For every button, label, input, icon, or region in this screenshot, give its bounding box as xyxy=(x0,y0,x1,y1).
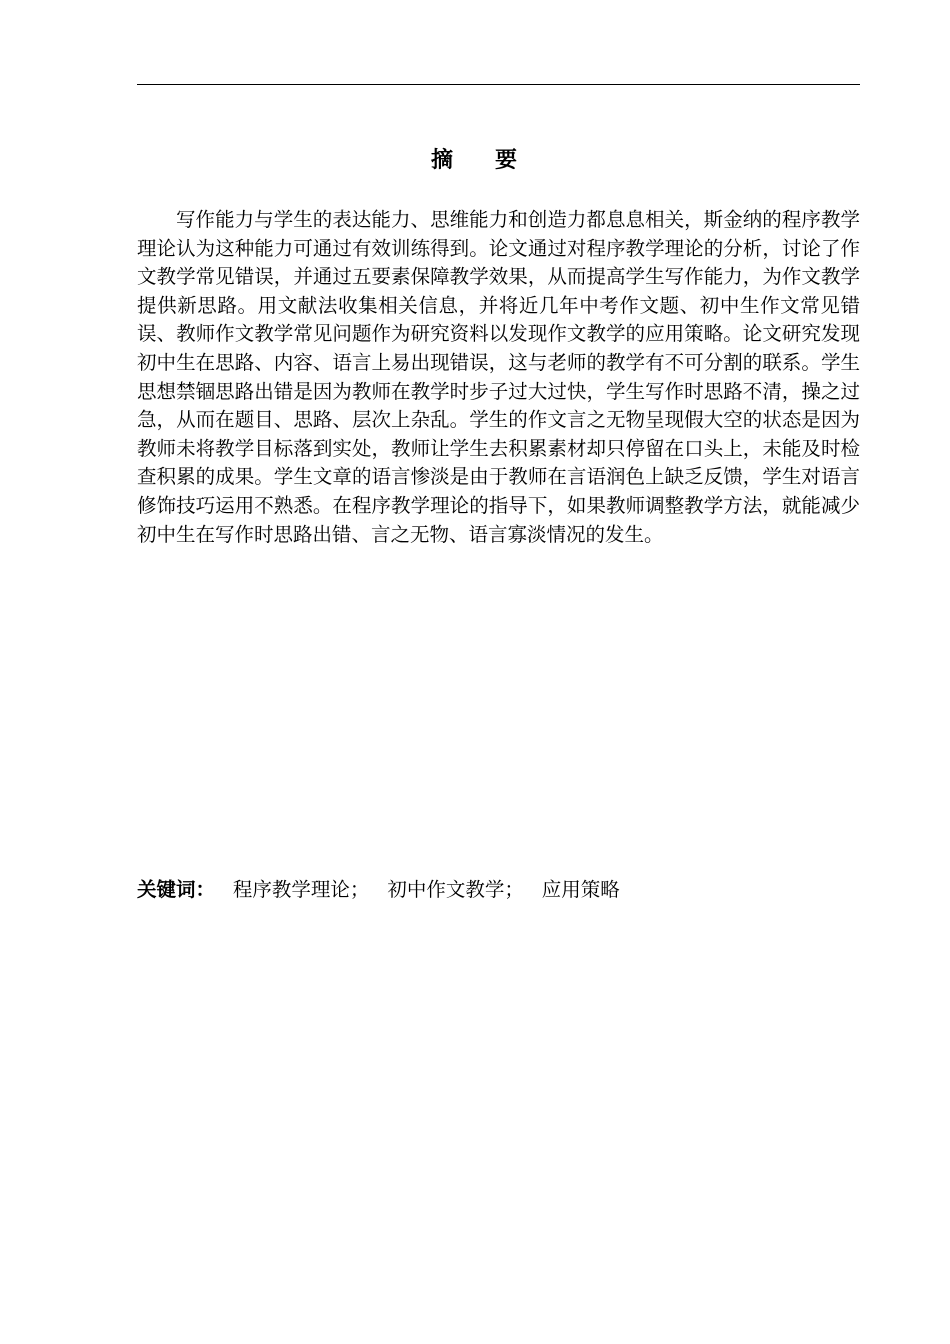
keywords-label: 关键词： xyxy=(137,878,216,901)
header-rule xyxy=(137,84,860,85)
keyword-2: 初中作文教学； xyxy=(387,878,524,901)
keyword-3: 应用策略 xyxy=(541,878,620,901)
title-char-1: 摘 xyxy=(430,148,455,173)
keyword-1: 程序教学理论； xyxy=(232,878,370,901)
title-char-2: 要 xyxy=(495,148,520,173)
keywords-line xyxy=(137,876,860,904)
page-title xyxy=(0,143,950,174)
abstract-paragraph: 写作能力与学生的表达能力、思维能力和创造力都息息相关，斯金纳的程序教学理论认为这种能力可通过有效训练得到。论文通过对程序教学理论的分析，讨论了作文教学常见错误，并通过五要素保障教学效果，从而提高学生写作能力，为作文教学提供新思路。用文献法收集相关信息，并将近几年中考作文题、初中生作文常见错误、教师作文教学常见问题作为研究资料以发现作文教学的应用策略。论文研究发现初中生在思路、内容、语言上易出现错误，这与老师的教学有不可分割的联系。学生思想禁锢思路出错是因为教师在教学时步子过大过快，学生写作时思路不清，操之过急，从而在题目、思路、层次上杂乱。学生的作文言之无物呈现假大空的状态是因为教师未将教学目标落到实处，教师让学生去积累素材却只停留在口头上，未能及时检查积累的成果。学生文章的语言惨淡是由于教师在言语润色上缺乏反馈，学生对语言修饰技巧运用不熟悉。在程序教学理论的指导下，如果教师调整教学方法，就能减少初中生在写作时思路出错、言之无物、语言寡淡情况的发生。 xyxy=(137,208,860,546)
abstract-body xyxy=(137,206,860,549)
